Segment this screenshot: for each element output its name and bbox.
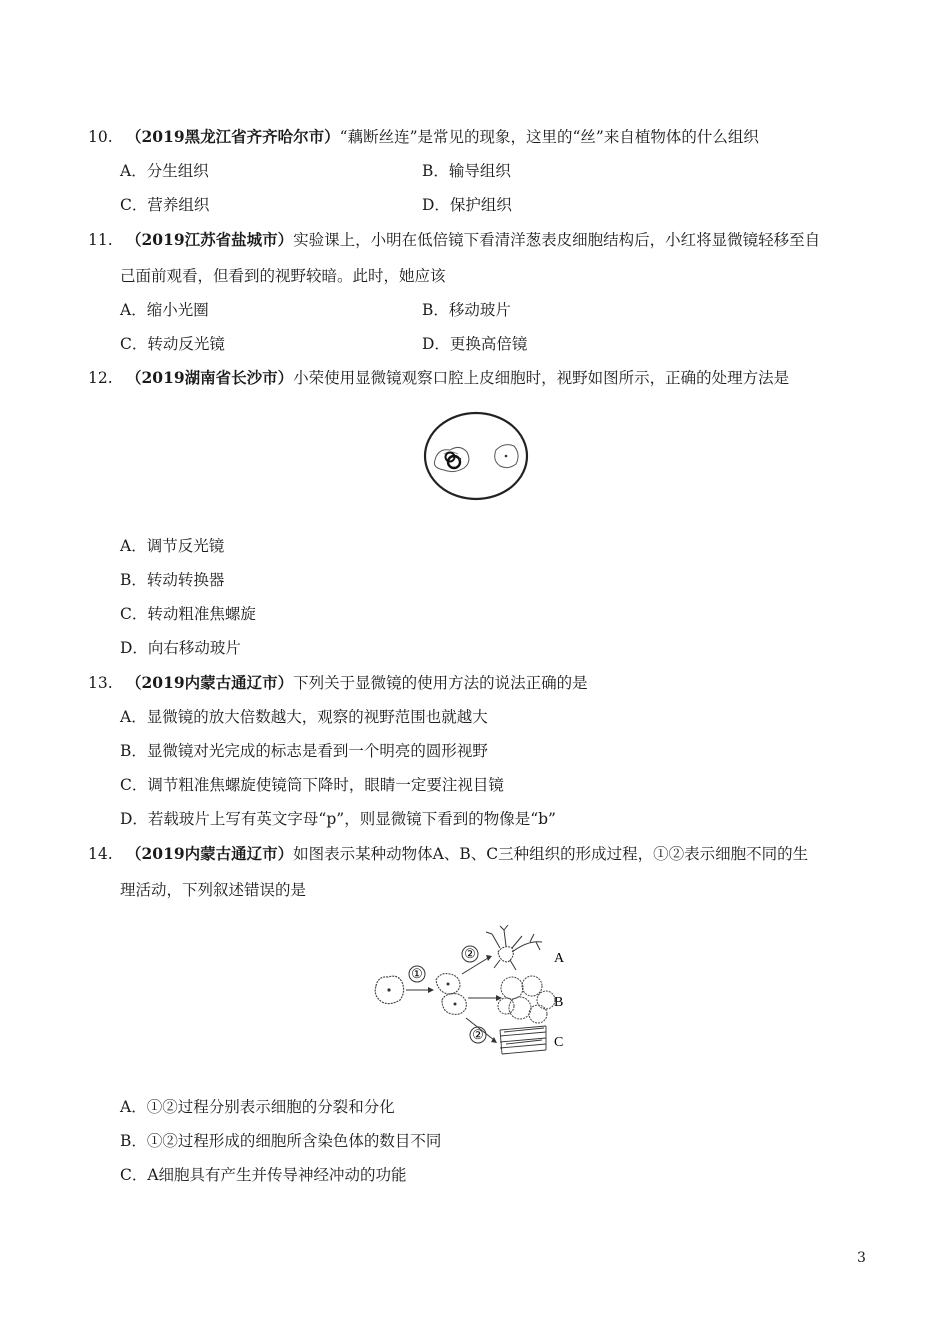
question-11-option-c: C．转动反光镜 xyxy=(120,335,225,353)
question-11-number: 11. xyxy=(88,231,113,249)
tissue-a-label: A xyxy=(554,951,565,966)
question-10-number: 10. xyxy=(88,128,113,146)
question-14-option-c: C．A细胞具有产生并传导神经冲动的功能 xyxy=(120,1166,407,1184)
question-13-number: 13. xyxy=(88,674,113,692)
question-10-option-c: C．营养组织 xyxy=(120,196,210,214)
question-14-source: （2019内蒙古通辽市） xyxy=(126,844,294,863)
question-14-text xyxy=(126,843,808,865)
question-13-source: （2019内蒙古通辽市） xyxy=(126,673,294,692)
question-12-number: 12. xyxy=(88,369,113,387)
question-11-stem: 实验课上，小明在低倍镜下看清洋葱表皮细胞结构后，小红将显微镜轻移至自 xyxy=(293,231,821,249)
step-1-label: ① xyxy=(411,966,423,981)
field-of-view-circle xyxy=(425,413,527,499)
tissue-a-neuron xyxy=(486,925,542,970)
question-14-option-a: A．①②过程分别表示细胞的分裂和分化 xyxy=(120,1098,395,1116)
tissue-c-label: C xyxy=(554,1035,564,1050)
question-11-stem-continued: 己面前观看，但看到的视野较暗。此时，她应该 xyxy=(120,267,446,285)
step-2a-label: ② xyxy=(464,946,476,961)
question-12-option-a: A．调节反光镜 xyxy=(120,537,225,555)
question-12-stem: 小荣使用显微镜观察口腔上皮细胞时，视野如图所示，正确的处理方法是 xyxy=(293,369,790,387)
question-11-option-a: A．缩小光圈 xyxy=(120,301,209,319)
question-10-source: （2019黑龙江省齐齐哈尔市） xyxy=(126,127,340,146)
question-12-text xyxy=(126,367,789,389)
question-10-text xyxy=(126,126,759,148)
question-10-option-a: A．分生组织 xyxy=(120,162,209,180)
tissue-c-fibers xyxy=(500,1026,546,1054)
question-13-option-d: D．若载玻片上写有英文字母“p”，则显微镜下看到的物像是“b” xyxy=(120,810,556,828)
question-14-number: 14. xyxy=(88,845,113,863)
question-14-stem: 如图表示某种动物体A、B、C三种组织的形成过程，①②表示细胞不同的生 xyxy=(293,845,809,863)
question-13-option-a: A．显微镜的放大倍数越大，观察的视野范围也就越大 xyxy=(120,708,488,726)
tissue-b-label: B xyxy=(554,995,564,1010)
tissue-formation-figure xyxy=(370,922,580,1067)
question-13-stem: 下列关于显微镜的使用方法的说法正确的是 xyxy=(293,674,588,692)
tissue-b-cells xyxy=(498,976,555,1023)
question-11-text xyxy=(126,229,820,251)
question-11-source: （2019江苏省盐城市） xyxy=(126,230,294,249)
question-12-option-c: C．转动粗准焦螺旋 xyxy=(120,605,256,623)
question-12-option-d: D．向右移动玻片 xyxy=(120,639,241,657)
question-10-option-d: D．保护组织 xyxy=(422,196,512,214)
question-12-option-b: B．转动转换器 xyxy=(120,571,225,589)
question-14-option-b: B．①②过程形成的细胞所含染色体的数目不同 xyxy=(120,1132,442,1150)
question-13-text xyxy=(126,672,588,694)
question-14-stem-continued: 理活动，下列叙述错误的是 xyxy=(120,881,307,899)
step-2b-label: ② xyxy=(472,1027,484,1042)
microscope-field-figure xyxy=(420,410,532,502)
question-11-option-d: D．更换高倍镜 xyxy=(422,335,528,353)
nucleus-dot xyxy=(505,455,508,458)
question-13-option-b: B．显微镜对光完成的标志是看到一个明亮的圆形视野 xyxy=(120,742,488,760)
question-12-source: （2019湖南省长沙市） xyxy=(126,368,294,387)
page-number: 3 xyxy=(857,1250,866,1266)
question-10-stem: “藕断丝连”是常见的现象，这里的“丝”来自植物体的什么组织 xyxy=(339,128,759,146)
question-10-option-b: B．输导组织 xyxy=(422,162,511,180)
question-11-option-b: B．移动玻片 xyxy=(422,301,511,319)
question-13-option-c: C．调节粗准焦螺旋使镜筒下降时，眼睛一定要注视目镜 xyxy=(120,776,504,794)
